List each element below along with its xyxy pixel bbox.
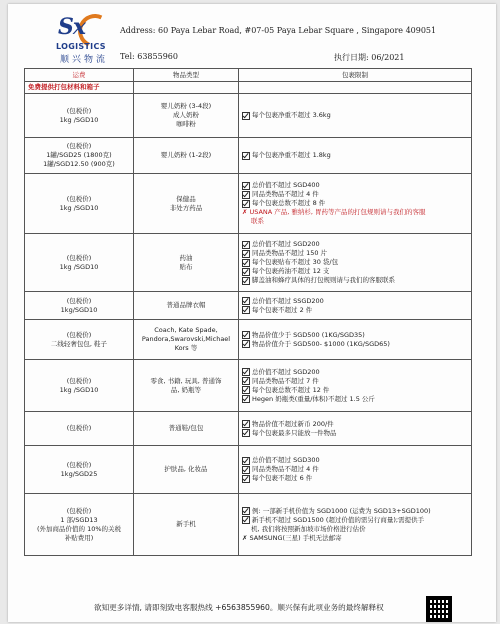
company-address: Address: 60 Paya Lebar Road, #07-05 Paya Lebar Square , Singapore 409051 (120, 26, 437, 35)
checkbox-checked-icon (242, 507, 250, 515)
fee-cell-line: (包税价) (66, 506, 92, 515)
fee-cell-line: (包税价) (66, 253, 92, 262)
limit-item (242, 507, 468, 516)
table-row (25, 292, 472, 320)
fee-cell-line: 1kg /SGD10 (59, 385, 99, 394)
checkbox-checked-icon (242, 250, 250, 258)
logo-cn: 顺兴物流 (60, 55, 109, 65)
item-type-cell (134, 138, 239, 174)
limits-cell (239, 174, 472, 234)
item-type-cell-line: 普通鞋/包包 (168, 424, 204, 432)
checkbox-checked-icon (242, 516, 250, 524)
table-header-row (25, 69, 472, 82)
table-row (25, 320, 472, 360)
item-type-cell (134, 320, 239, 360)
item-type-cell-line: Kors 等 (174, 344, 198, 352)
effective-date: 执行日期: 06/2021 (334, 53, 405, 62)
checkbox-checked-icon (242, 259, 250, 267)
limit-text: 总价值不超过 SGD200 (252, 367, 320, 376)
fee-cell (25, 360, 134, 412)
item-type-cell-line: 保健品 (176, 194, 196, 203)
company-logo (58, 14, 118, 64)
limits-cell (239, 138, 472, 174)
limits-cell (239, 494, 472, 556)
table-row (25, 412, 472, 446)
fee-cell-line: (包税价) (66, 460, 92, 469)
limit-item (242, 474, 468, 483)
checkbox-checked-icon (242, 152, 250, 160)
document-page (8, 4, 496, 622)
item-type-cell (134, 412, 239, 446)
fee-cell-line: 1罐/SGD25 (1800克) (46, 151, 112, 159)
item-type-cell (134, 94, 239, 138)
header-limits: 包裹限制 (239, 69, 472, 82)
limit-item (242, 340, 468, 349)
item-type-cell-line: Pandora,Swarovski,Michael (141, 335, 231, 343)
fee-cell (25, 494, 134, 556)
limits-cell (239, 292, 472, 320)
limit-text: 例: 一部新手机价值为 SGD1000 (运费为 SGD13+SGD100) (252, 506, 431, 515)
item-type-cell-line: 药油 (179, 253, 193, 262)
limit-text: 物品价值不超过新币 200/件 (252, 419, 334, 428)
logo-en: LOGISTICS (56, 42, 106, 51)
limit-item (242, 240, 468, 249)
limits-cell (239, 412, 472, 446)
limit-text: 每个包裹净重不超过 1.8kg (252, 151, 331, 159)
checkbox-checked-icon (242, 331, 250, 339)
limits-cell (239, 320, 472, 360)
fee-cell (25, 94, 134, 138)
checkbox-checked-icon (242, 297, 250, 305)
limit-item (242, 534, 468, 543)
checkbox-checked-icon (242, 268, 250, 276)
fee-cell-line: (包税价) (66, 106, 92, 115)
fee-cell-line: 1kg /SGD10 (59, 203, 99, 212)
table-row (25, 494, 472, 556)
limit-text: 物品价值介于 SGD500- $1000 (1KG/SGD65) (252, 339, 390, 348)
fee-cell-line: (包税价) (66, 296, 92, 305)
fee-cell (25, 320, 134, 360)
limits-cell (239, 360, 472, 412)
limit-text: Hegen 奶瓶类(重量/体积)不超过 1.5 公斤 (252, 394, 375, 403)
limit-item (242, 249, 468, 258)
free-packing-note: 免费提供打包材料和箱子 (25, 82, 134, 94)
fee-cell-line: (外加商品价值的 10%的关税 (36, 524, 122, 533)
limit-text: 同品类物品不超过 150 片 (252, 249, 328, 257)
header-type: 物品类型 (134, 69, 239, 82)
checkbox-checked-icon (242, 182, 250, 190)
limit-item (242, 151, 468, 160)
fee-cell-line: (包税价) (66, 424, 92, 432)
item-type-cell-line: 贴布 (179, 262, 193, 271)
qr-code-icon (426, 596, 452, 622)
limit-text: SAMSUNG(三星) 手机无法邮寄 (249, 533, 342, 542)
limit-text: 总价值不超过 SSGD200 (252, 296, 324, 305)
limit-item (242, 456, 468, 465)
limit-text: 联系 (251, 217, 264, 225)
limits-cell (239, 94, 472, 138)
checkbox-checked-icon (242, 277, 250, 285)
cross-icon: ✗ (242, 208, 248, 216)
item-type-cell-line: 成人奶粉 (173, 111, 199, 119)
item-type-cell-line: 婴儿奶粉 (1-2段) (160, 151, 212, 159)
item-type-cell-line: 普通品牌衣帽 (166, 301, 206, 309)
fee-cell-line: 1kg /SGD10 (59, 262, 99, 271)
limit-item (242, 217, 468, 226)
limit-item (242, 208, 468, 217)
limit-text: 同品类物品不超过 7 件 (252, 376, 319, 385)
checkbox-checked-icon (242, 306, 250, 314)
checkbox-checked-icon (242, 475, 250, 483)
checkbox-checked-icon (242, 191, 250, 199)
checkbox-checked-icon (242, 386, 250, 394)
limits-cell (239, 234, 472, 292)
limit-item (242, 276, 468, 285)
limit-item (242, 395, 468, 404)
fee-cell (25, 174, 134, 234)
fee-cell (25, 138, 134, 174)
fee-cell-line: 1kg/SGD25 (60, 469, 98, 478)
item-type-cell (134, 446, 239, 494)
checkbox-checked-icon (242, 457, 250, 465)
limit-text: 机, 我们将按照新加坡市场价格进行估价 (251, 524, 366, 533)
checkbox-checked-icon (242, 420, 250, 428)
checkbox-checked-icon (242, 200, 250, 208)
limit-item (242, 525, 468, 534)
item-type-cell-line: 零食, 书籍, 玩具, 普通饰 (150, 376, 222, 385)
checkbox-checked-icon (242, 429, 250, 437)
limit-text: 脚盖油和蜂疗具体的打包规则请与我们的客服联系 (252, 276, 395, 284)
fee-cell-line: 1 部/SGD13 (60, 515, 98, 524)
limit-text: 同品类物品不超过 4 件 (252, 190, 319, 198)
limit-item (242, 368, 468, 377)
item-type-cell-line: 非处方药品 (169, 203, 203, 212)
item-type-cell-line: Coach, Kate Spade, (154, 326, 218, 334)
fee-cell-line: (包税价) (66, 142, 92, 150)
limit-item (242, 420, 468, 429)
item-type-cell (134, 494, 239, 556)
limit-text: 每个包裹药油不超过 12 支 (252, 267, 330, 275)
checkbox-checked-icon (242, 466, 250, 474)
table-row (25, 446, 472, 494)
header-fee: 运费 (25, 69, 134, 82)
limit-item (242, 465, 468, 474)
fee-cell-line: 1kg/SGD10 (60, 305, 98, 314)
limit-item (242, 386, 468, 395)
limit-text: 新手机不超过 SGD1500 (超过价值的需另行商量);需提供手 (252, 515, 425, 524)
item-type-cell-line: 咖啡粉 (176, 120, 196, 128)
limit-item (242, 190, 468, 199)
footer-note: 欲知更多详情, 请即刻致电客服热线 +6563855960。顺兴保有此项业务的最终解释权 (94, 603, 384, 612)
item-type-cell-line: 新手机 (176, 520, 196, 528)
item-type-cell (134, 174, 239, 234)
limit-text: 同品类物品不超过 4 件 (252, 465, 319, 473)
item-type-cell-line: 护肤品, 化妆品 (164, 465, 208, 473)
limit-text: 每个包裹总数不超过 8 件 (252, 199, 326, 207)
free-note-row (25, 82, 472, 94)
limit-text: 总价值不超过 SGD400 (252, 181, 320, 189)
limit-item (242, 429, 468, 438)
logo-sx: Sx (58, 14, 86, 40)
fee-cell-line: (包税价) (66, 194, 92, 203)
item-type-cell (134, 360, 239, 412)
rates-table (24, 68, 472, 556)
limit-item (242, 331, 468, 340)
limit-item (242, 377, 468, 386)
limit-item (242, 267, 468, 276)
table-row (25, 360, 472, 412)
limit-text: 每个包裹总数不超过 12 件 (252, 385, 330, 394)
limits-cell (239, 446, 472, 494)
limit-text: 总价值不超过 SGD300 (252, 456, 320, 464)
limit-item (242, 181, 468, 190)
limit-text: 物品价值少于 SGD500 (1KG/SGD35) (252, 330, 365, 339)
limit-text: 总价值不超过 SGD200 (252, 240, 320, 248)
table-row (25, 138, 472, 174)
checkbox-checked-icon (242, 377, 250, 385)
fee-cell-line: 二线轻奢包包, 鞋子 (50, 339, 108, 348)
item-type-cell-line: 婴儿奶粉 (3-4段) (160, 102, 212, 110)
fee-cell-line: 1罐/SGD12.50 (900克) (43, 160, 115, 168)
item-type-cell (134, 234, 239, 292)
table-row (25, 174, 472, 234)
limit-item (242, 258, 468, 267)
fee-cell (25, 412, 134, 446)
checkbox-checked-icon (242, 340, 250, 348)
fee-cell-line: (包税价) (66, 376, 92, 385)
fee-cell-line: (包税价) (66, 330, 92, 339)
limit-text: 每个包裹不超过 2 件 (252, 305, 313, 314)
limit-text: USANA 产品, 雅纳杉, 胃药等产品的打包规则请与我们的客服 (249, 208, 426, 216)
fee-cell (25, 446, 134, 494)
checkbox-checked-icon (242, 395, 250, 403)
checkbox-checked-icon (242, 368, 250, 376)
limit-text: 每个包裹净重不超过 3.6kg (252, 111, 331, 119)
checkbox-checked-icon (242, 112, 250, 120)
limit-text: 每个包裹最多只能放一件物品 (252, 428, 337, 437)
table-row (25, 234, 472, 292)
table-row (25, 94, 472, 138)
item-type-cell (134, 292, 239, 320)
limit-item (242, 297, 468, 306)
fee-cell (25, 234, 134, 292)
limit-item (242, 306, 468, 315)
limit-item (242, 516, 468, 525)
limit-text: 每个包裹贴布不超过 30 袋/包 (252, 258, 339, 266)
fee-cell-line: 1kg /SGD10 (59, 115, 99, 124)
company-tel: Tel: 63855960 (120, 52, 178, 61)
limit-item (242, 111, 468, 120)
cross-icon: ✗ (242, 533, 248, 542)
item-type-cell-line: 品, 奶瓶等 (170, 385, 202, 394)
limit-item (242, 199, 468, 208)
fee-cell (25, 292, 134, 320)
limit-text: 每个包裹不超过 6 件 (252, 474, 313, 482)
checkbox-checked-icon (242, 241, 250, 249)
fee-cell-line: 补贴费用) (64, 533, 94, 542)
